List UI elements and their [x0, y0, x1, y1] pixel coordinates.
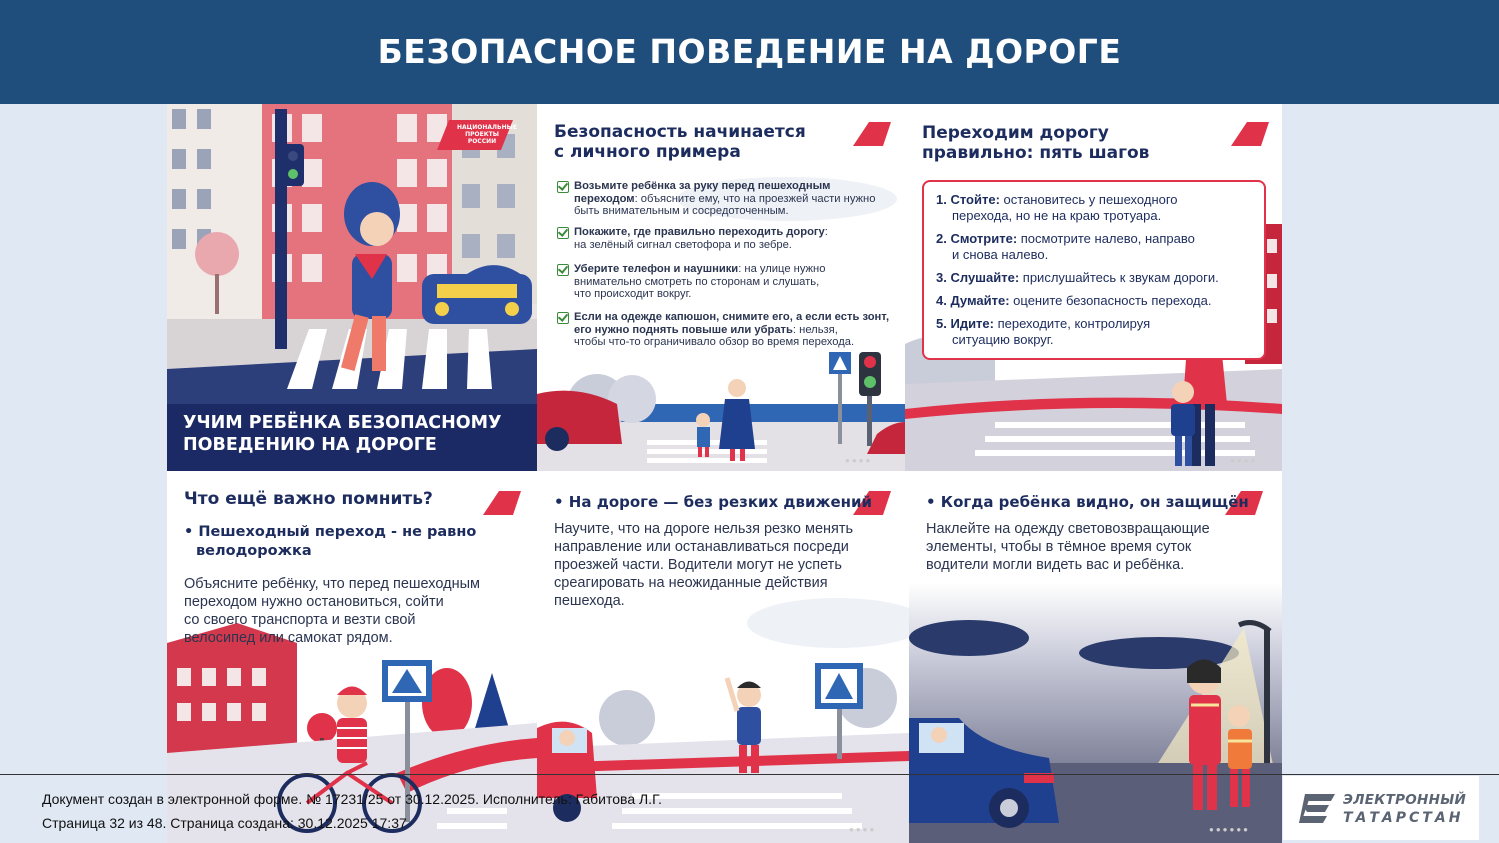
- panel5-title: • На дороге — без резких движений: [554, 493, 873, 511]
- panel4-title: Что ещё важно помнить?: [184, 489, 433, 509]
- panel-visible-child: [909, 473, 1282, 843]
- item-text: : нельзя,: [792, 323, 838, 336]
- text-line: Объясните ребёнку, что перед пешеходным: [184, 576, 480, 592]
- panel3-title-line2: правильно: пять шагов: [922, 143, 1150, 163]
- item-text: : объясните ему, что на проезжей части нужно: [634, 192, 876, 205]
- carousel-dots: ●●●●: [849, 825, 877, 834]
- step-text: оцените безопасность перехода.: [1009, 293, 1212, 308]
- step-item: [936, 192, 1178, 224]
- step-num: 4.: [936, 293, 947, 308]
- panel1-title-line2: ПОВЕДЕНИЮ НА ДОРОГЕ: [183, 435, 437, 455]
- text-line: элементы, чтобы в тёмное время суток: [926, 539, 1192, 555]
- logo-mark-icon: [1299, 792, 1335, 826]
- item-bold: Возьмите ребёнка за руку перед пешеходным: [574, 180, 831, 192]
- header-bar: [0, 0, 1499, 104]
- infographic-grid: [167, 104, 1282, 843]
- item-text-2: на зелёный сигнал светофора и по зебре.: [574, 238, 792, 251]
- document-info: Документ создан в электронной форме. № 17231/25 от 30.12.2025. Исполнитель: Габитова Л.Г.: [42, 791, 662, 807]
- panel-five-steps: [905, 104, 1282, 471]
- carousel-dots: ●●●●●●: [1209, 825, 1250, 834]
- panel6-text: [926, 520, 1276, 574]
- step-text: посмотрите налево, направо: [1017, 231, 1195, 246]
- item-text-3: что происходит вокруг.: [574, 288, 692, 300]
- panel4-text: [184, 575, 534, 647]
- item-text-2: быть внимательным и сосредоточенным.: [574, 205, 789, 217]
- panel2-title-line2: с личного примера: [554, 142, 741, 162]
- item-text: :: [824, 226, 828, 238]
- text-line: проезжей части. Водители могут не успеть: [554, 557, 842, 573]
- text-line: со своего транспорта и везти свой: [184, 612, 416, 628]
- list-item: [574, 311, 904, 349]
- list-item: [574, 226, 904, 251]
- step-item: [936, 231, 1195, 263]
- step-bold: Идите:: [950, 316, 994, 331]
- step-num: 3.: [936, 270, 947, 285]
- panel6-title: • Когда ребёнка видно, он защищён: [926, 493, 1249, 511]
- panel3-title-line1: Переходим дорогу: [922, 123, 1109, 143]
- item-bold: Уберите телефон и наушники: [574, 263, 739, 275]
- item-bold-2: его нужно поднять повыше или убрать: [574, 323, 793, 336]
- panel5-text: [554, 520, 904, 610]
- panel1-title-line1: УЧИМ РЕБЁНКА БЕЗОПАСНОМУ: [183, 413, 502, 433]
- panel-personal-example: [537, 104, 905, 471]
- panel4-subtitle-line2: велодорожка: [196, 543, 312, 559]
- item-text-2: внимательно смотреть по сторонам и слушать,: [574, 275, 820, 288]
- step-item: [936, 270, 1219, 286]
- panel1-title: [183, 412, 502, 456]
- step-bold: Стойте:: [950, 192, 1000, 207]
- text-line: Наклейте на одежду световозвращающие: [926, 521, 1210, 537]
- item-bold: Покажите, где правильно переходить дорогу: [574, 226, 825, 238]
- step-text: переходите, контролируя: [993, 316, 1151, 331]
- text-line: переходом нужно остановиться, сойти: [184, 594, 444, 610]
- step-item: [936, 293, 1212, 309]
- panel2-title: [554, 122, 806, 162]
- step-bold: Смотрите:: [950, 231, 1018, 246]
- text-line: водители могли видеть вас и ребёнка.: [926, 557, 1185, 573]
- step-text-2: перехода, но не на краю тротуара.: [952, 208, 1162, 223]
- step-num: 1.: [936, 192, 947, 207]
- panel2-title-line1: Безопасность начинается: [554, 122, 806, 142]
- panel4-subtitle-line1: • Пешеходный переход - не равно: [184, 524, 477, 540]
- list-item: [574, 263, 904, 301]
- text-line: среагировать на неожиданные действия: [554, 575, 828, 591]
- check-icon: [557, 312, 569, 324]
- footer-divider: [0, 774, 1499, 775]
- national-projects-logo: НАЦИОНАЛЬНЫЕ ПРОЕКТЫ РОССИИ: [457, 124, 517, 145]
- check-icon: [557, 181, 569, 193]
- step-text-2: и снова налево.: [952, 247, 1049, 262]
- logo-line1: ЭЛЕКТРОННЫЙ: [1343, 792, 1467, 808]
- text-line: Научите, что на дороге нельзя резко менять: [554, 521, 854, 537]
- item-bold: Если на одежде капюшон, снимите его, а если есть зонт,: [574, 311, 890, 323]
- page-info: Страница 32 из 48. Страница создана: 30.12.2025 17:37: [42, 815, 407, 831]
- panel-crossing-not-bike-lane: [167, 473, 537, 843]
- steps-box: [922, 180, 1266, 360]
- panel-no-sudden-moves: [537, 473, 909, 843]
- check-icon: [557, 264, 569, 276]
- step-bold: Думайте:: [950, 293, 1010, 308]
- step-text-2: ситуацию вокруг.: [952, 332, 1054, 347]
- logo-line2: ТАТАРСТАН: [1343, 810, 1464, 826]
- panel3-title: [922, 123, 1149, 163]
- step-text: прислушайтесь к звукам дороги.: [1019, 270, 1219, 285]
- step-bold: Слушайте:: [950, 270, 1020, 285]
- item-text-2: чтобы что-то ограничивало обзор во время перехода.: [574, 336, 855, 348]
- text-line: велосипед или самокат рядом.: [184, 630, 393, 646]
- step-text: остановитесь у пешеходного: [999, 192, 1178, 207]
- list-item: [574, 180, 904, 218]
- panel4-subtitle: [184, 523, 476, 561]
- carousel-dots: ●●●●: [1230, 456, 1258, 465]
- check-icon: [557, 227, 569, 239]
- item-text: : на улице нужно: [738, 263, 826, 275]
- text-line: пешехода.: [554, 593, 625, 609]
- carousel-dots: ●●●●: [845, 456, 873, 465]
- step-item: [936, 316, 1150, 348]
- step-num: 2.: [936, 231, 947, 246]
- item-bold-2: переходом: [574, 192, 635, 205]
- electronic-tatarstan-logo: [1283, 776, 1479, 840]
- page-title: БЕЗОПАСНОЕ ПОВЕДЕНИЕ НА ДОРОГЕ: [377, 32, 1122, 71]
- panel-teach-child: [167, 104, 537, 471]
- text-line: направление или останавливаться посреди: [554, 539, 849, 555]
- step-num: 5.: [936, 316, 947, 331]
